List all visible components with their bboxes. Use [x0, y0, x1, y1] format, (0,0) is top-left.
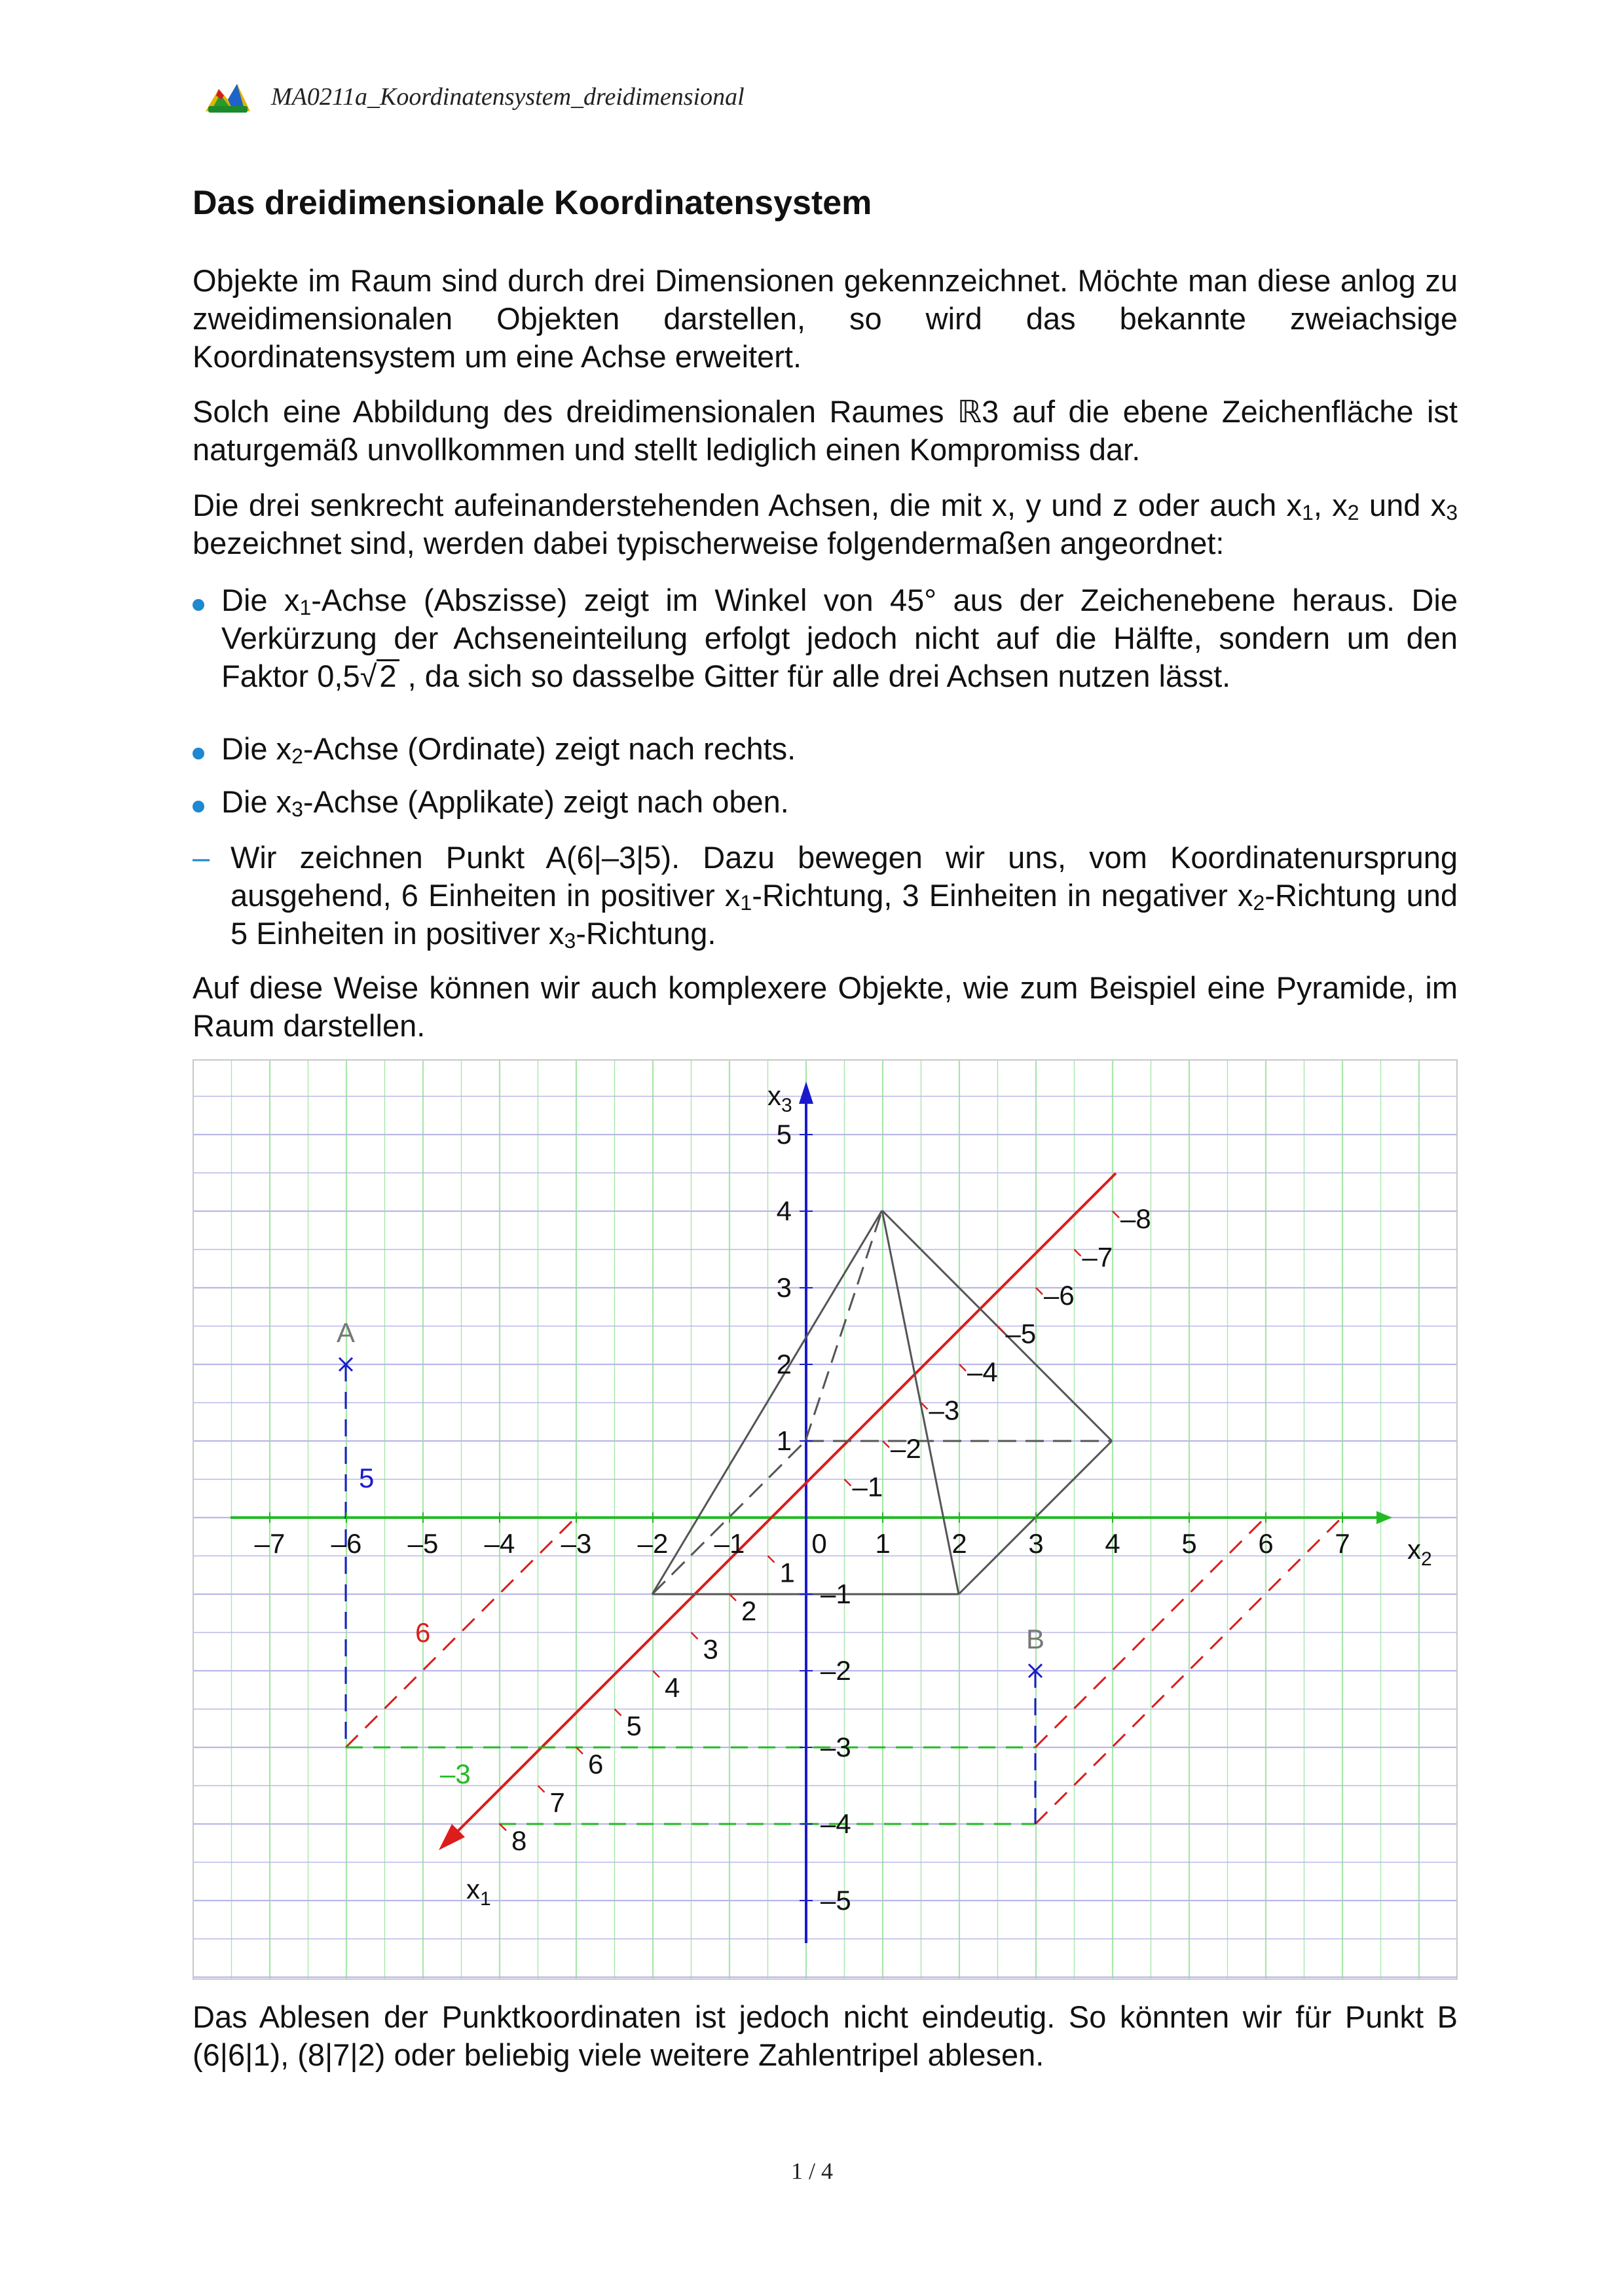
height-label-5: 5: [359, 1463, 375, 1493]
x1-tick-label: –4: [967, 1357, 998, 1387]
paragraph-axes: Die drei senkrecht aufeinanderstehenden Achsen, die mit x, y und z oder auch $x_1$, $x_2$ und $x_3$ bezeichnet sind, werden dabei typischerweise folgendermaßen angeordnet:: [193, 488, 1458, 560]
x2-tick-label: –1: [714, 1528, 745, 1559]
x1-tick-label: 3: [703, 1633, 718, 1665]
x2-tick-label: –2: [637, 1528, 669, 1559]
bullet-dot-icon: [193, 599, 204, 611]
x1-tick-label: –8: [1120, 1203, 1151, 1234]
paragraph-reading: Das Ablesen der Punktkoordinaten ist jedoch nicht eindeutig. So könnten wir für Punkt B (6|6|1), (8|7|2) oder beliebig viele weitere Zahlentripel ablesen.: [193, 1999, 1458, 2072]
x2-axis-label: $x_2$: [1407, 1534, 1432, 1570]
x2-arrow-icon: [1376, 1511, 1392, 1524]
x3-tick-label: 1: [776, 1425, 792, 1456]
publisher-logo-icon: [204, 80, 251, 114]
page-header: [204, 77, 745, 117]
dash-marker: –: [193, 840, 210, 875]
x1-tick-label: 8: [511, 1825, 527, 1856]
x2-tick-label: 0: [811, 1528, 827, 1559]
x2-tick-label: 6: [1258, 1528, 1274, 1559]
bullet-x3-axis: Die $x_3$-Achse (Applikate) zeigt nach oben.: [193, 783, 1458, 821]
x1-tick-label: –2: [891, 1433, 921, 1464]
x1-tick: [768, 1556, 775, 1563]
paragraph-projection: Solch eine Abbildung des dreidimensionalen Raumes ℝ3 auf die ebene Zeichenfläche ist naturgemäß unvollkommen und stellt lediglich einen Kompromiss dar.: [193, 394, 1458, 467]
x3-tick-label: 5: [776, 1119, 792, 1150]
x3-arrow-icon: [799, 1082, 813, 1104]
x1-tick-label: –6: [1044, 1280, 1075, 1311]
point-b-label: B: [1025, 1624, 1045, 1654]
x1-tick-label: –5: [1005, 1318, 1037, 1349]
sqrt-icon: √: [360, 659, 377, 693]
x1-tick: [1113, 1211, 1119, 1218]
dash-point-a: – Wir zeichnen Punkt A(6|–3|5). Dazu bewegen wir uns, vom Koordinatenursprung ausgehend, 6 Einheiten in positiver $x_1$-Richtung, 3 Einheiten in negativer $x_2$-Richtung und 5 Einheiten in positiver $x_3$-Richtung.: [193, 840, 1458, 953]
x1-tick: [998, 1326, 1005, 1333]
x1-tick: [1036, 1288, 1043, 1294]
x2-distance-label-minus3: –3: [440, 1758, 471, 1789]
x1-tick: [959, 1364, 966, 1371]
x3-tick-label: –1: [821, 1578, 851, 1609]
grid: [193, 1059, 1458, 1980]
bullet-dot-icon: [193, 801, 204, 812]
bullet-x2-axis: Die $x_2$-Achse (Ordinate) zeigt nach rechts.: [193, 730, 1458, 768]
paragraph-pyramid: Auf diese Weise können wir auch komplexere Objekte, wie zum Beispiel eine Pyramide, im Raum darstellen.: [193, 970, 1458, 1043]
figure-frame: [193, 1060, 1457, 1979]
x3-tick-label: 3: [776, 1272, 792, 1303]
x3-tick-label: 2: [776, 1349, 792, 1379]
x2-tick-label: 7: [1335, 1528, 1350, 1559]
x1-tick: [692, 1633, 698, 1639]
x1-tick-label: –1: [852, 1471, 883, 1503]
x3-tick-label: –5: [821, 1885, 851, 1916]
x1-tick-label: 4: [665, 1672, 680, 1703]
x2-tick-label: 5: [1181, 1528, 1197, 1559]
x3-tick-label: –2: [821, 1655, 851, 1686]
factor-value: 0,5: [317, 659, 360, 693]
x1-tick-label: 7: [549, 1787, 565, 1818]
page-number: 1 / 4: [790, 2158, 833, 2184]
x1-axis-label: $x_1$: [466, 1874, 491, 1910]
sqrt-radicand: 2: [377, 659, 399, 691]
x2-tick-label: 3: [1028, 1528, 1044, 1559]
x2-tick-label: –5: [407, 1528, 439, 1559]
paragraph-intro: Objekte im Raum sind durch drei Dimensionen gekennzeichnet. Möchte man diese anlog zu zweidimensionalen Objekten darstellen, so wird das bekannte zweiachsige Koordinatensystem um eine Achse erweitert.: [193, 263, 1458, 374]
x1-tick: [615, 1709, 621, 1716]
x1-tick-label: 6: [588, 1749, 604, 1779]
document-code: MA0211a_Koordinatensystem_dreidimensional: [271, 83, 745, 111]
page-title: Das dreidimensionale Koordinatensystem: [193, 184, 872, 222]
x1-tick-label: 1: [779, 1557, 795, 1588]
bullet-dot-icon: [193, 748, 204, 759]
x2-tick-label: –3: [561, 1528, 592, 1559]
x2-tick-label: –4: [484, 1528, 515, 1559]
x2-tick-label: –6: [331, 1528, 362, 1559]
x2-tick-label: 4: [1105, 1528, 1120, 1559]
x1-tick-label: –3: [929, 1394, 960, 1426]
x2-tick-label: 1: [875, 1528, 891, 1559]
x1-tick-label: 2: [741, 1595, 757, 1626]
x3-tick-label: –3: [821, 1732, 851, 1762]
x1-tick-label: 5: [626, 1710, 642, 1741]
x1-tick-label: –7: [1082, 1241, 1113, 1273]
x1-tick: [538, 1786, 545, 1793]
x1-tick: [653, 1671, 659, 1677]
x1-tick: [1075, 1250, 1081, 1256]
bullet-x1-axis: Die $x_1$-Achse (Abszisse) zeigt im Winkel von 45° aus der Zeichenebene heraus. Die Verkürzung der Achseneinteilung erfolgt jedoch nicht auf die Hälfte, sondern um den Faktor 0,5√2 , da sich so dasselbe Gitter für alle drei Achsen nutzen lässt.: [193, 581, 1458, 695]
x1-tick: [845, 1480, 851, 1486]
x2-tick-label: –7: [254, 1528, 286, 1559]
x3-tick-label: –4: [821, 1808, 851, 1839]
x2-tick-label: 2: [951, 1528, 967, 1559]
x3-axis-label: $x_3$: [767, 1080, 792, 1116]
point-a-label: A: [336, 1317, 356, 1348]
x3-tick-label: 4: [776, 1195, 792, 1226]
x1-distance-label-6: 6: [415, 1617, 431, 1648]
coordinate-system-figure: [193, 1059, 1458, 1980]
